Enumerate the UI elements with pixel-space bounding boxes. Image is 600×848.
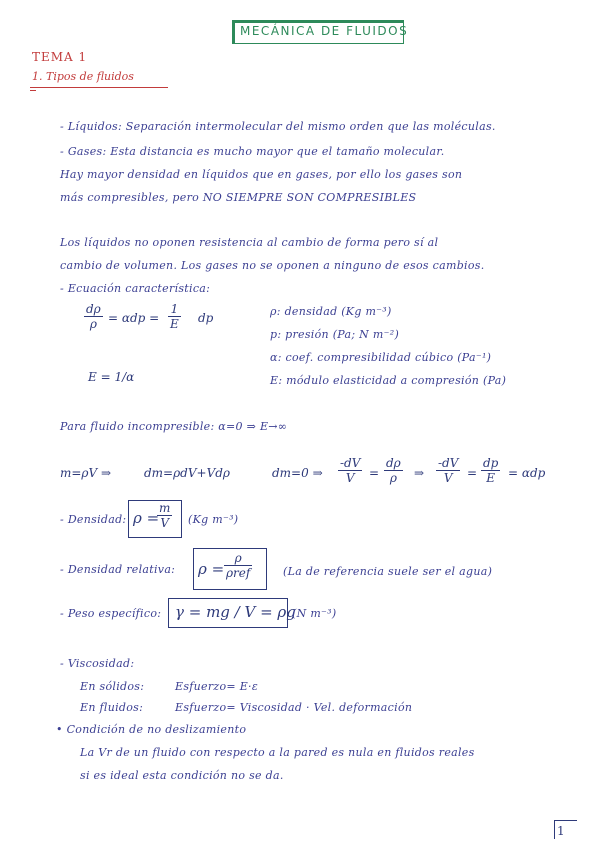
relativa-label: - Densidad relativa:: [60, 563, 176, 576]
fraction-drho-rho: $\frac{d\rho}{\rho}$: [86, 302, 101, 331]
topic-heading: TEMA 1: [32, 50, 88, 64]
legend-E: E: módulo elasticidad a compresión (Pa): [270, 374, 507, 387]
legend-alpha: α: coef. compresibilidad cúbico (Pa⁻¹): [270, 351, 492, 364]
page-number: 1: [557, 824, 565, 838]
text-line: Esfuerzo= Viscosidad · Vel. deformación: [175, 701, 413, 714]
math-alphadp-2: = αdp: [508, 466, 546, 480]
section-heading: 1. Tipos de fluidos: [32, 70, 134, 83]
page-title: MECÁNICA DE FLUIDOS: [240, 24, 409, 38]
text-line: si es ideal esta condición no se da.: [80, 769, 284, 782]
section-underline: [30, 87, 168, 88]
text-line: - Gases: Esta distancia es mucho mayor que el tamaño molecular.: [60, 145, 445, 158]
text-line: Esfuerzo= E·ε: [175, 680, 259, 693]
fraction-dp-E: $\frac{dp}{E}$: [483, 456, 499, 485]
legend-rho: ρ: densidad (Kg m⁻³): [270, 305, 392, 318]
text-line: - Ecuación característica:: [60, 282, 211, 295]
text-line: - Viscosidad:: [60, 657, 135, 670]
math-alphadp: = αdp =: [108, 311, 160, 325]
text-line: cambio de volumen. Los gases no se oponen a ninguno de esos cambios.: [60, 259, 485, 272]
densidad-lhs: ρ =: [133, 509, 160, 527]
math-eq-2: =: [467, 466, 478, 480]
text-line: En sólidos:: [80, 680, 145, 693]
legend-p: p: presión (Pa; N m⁻²): [270, 328, 400, 341]
densidad-label: - Densidad:: [60, 513, 127, 526]
math-m: m=ρV ⇒: [60, 466, 112, 480]
section-underline-2: [30, 90, 36, 91]
text-line: más compresibles, pero NO SIEMPRE SON COMPRESIBLES: [60, 191, 417, 204]
math-dp: dp: [198, 311, 214, 325]
fraction-dv-v: $\frac{-dV}{V}$: [340, 456, 361, 485]
math-arrow: ⇒: [414, 466, 425, 480]
math-E-alpha: E = 1/α: [88, 370, 135, 384]
peso-formula: γ = mg / V = ρg: [175, 603, 296, 621]
text-line: • Condición de no deslizamiento: [56, 723, 247, 736]
text-line: Hay mayor densidad en líquidos que en gases, por ello los gases son: [60, 168, 463, 181]
relativa-fraction: ρ ρref: [226, 551, 251, 580]
relativa-note: (La de referencia suele ser el agua): [283, 565, 493, 578]
peso-label: - Peso específico:: [60, 607, 162, 620]
fraction-dv-v-2: $\frac{-dV}{V}$: [438, 456, 459, 485]
peso-units: (N m⁻³): [292, 607, 337, 620]
math-dm0: dm=0 ⇒: [272, 466, 323, 480]
text-line: En fluidos:: [80, 701, 144, 714]
fraction-one-E: $\frac{1}{E}$: [170, 302, 179, 331]
densidad-fraction: $\frac{m}{V}$: [159, 501, 171, 530]
math-dm: dm=ρdV+Vdρ: [144, 466, 230, 480]
densidad-units: (Kg m⁻³): [188, 513, 239, 526]
text-line: Los líquidos no oponen resistencia al cambio de forma pero sí al: [60, 236, 439, 249]
text-line: Para fluido incompresible: α=0 ⇒ E→∞: [60, 420, 288, 433]
fraction-drho-rho-2: $\frac{d\rho}{\rho}$: [386, 456, 401, 485]
text-line: La Vr de un fluido con respecto a la pared es nula en fluidos reales: [80, 746, 475, 759]
math-eq: =: [369, 466, 380, 480]
relativa-lhs: ρ =: [198, 560, 225, 578]
text-line: - Líquidos: Separación intermolecular del mismo orden que las moléculas.: [60, 120, 496, 133]
